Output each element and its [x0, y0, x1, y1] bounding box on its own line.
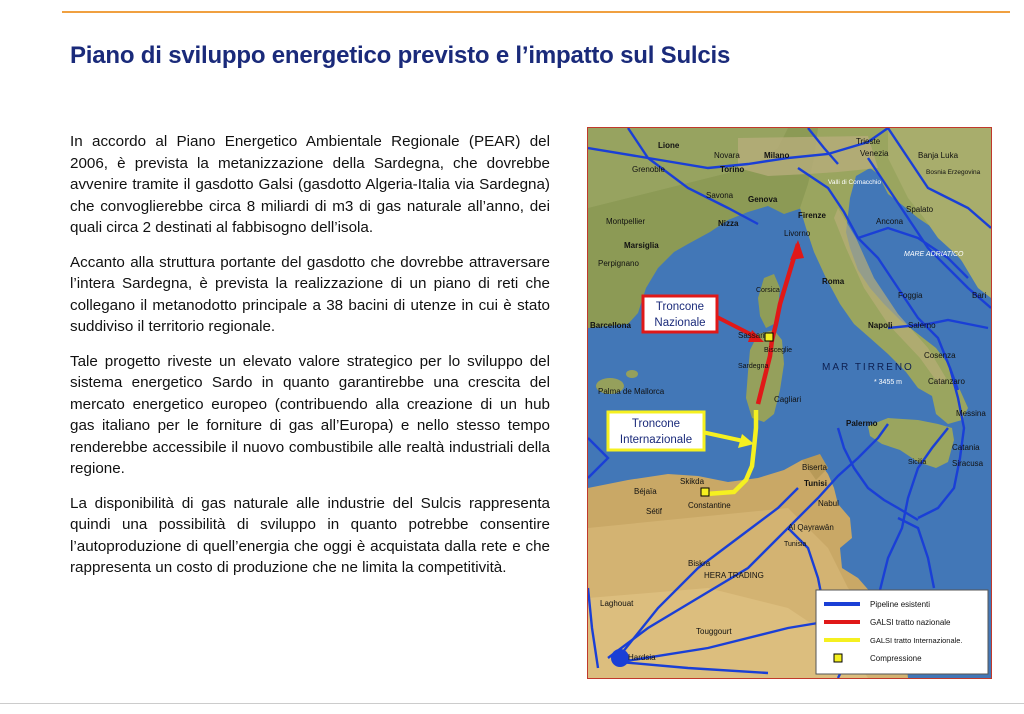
place-label: Catanzaro [928, 377, 965, 386]
callout-troncone-nazionale [643, 296, 717, 332]
place-label: Lione [658, 141, 680, 150]
place-label: Firenze [798, 211, 827, 220]
place-label: Touggourt [696, 627, 732, 636]
paragraph: La disponibilità di gas naturale alle industrie del Sulcis rappresenta quindi una possibilità di sviluppo in quanto potrebbe consentire l’autoproduzione di quell’energia che oggi è acquistata dalla rete e che rappresenta un costo di produzione che ne limita la competitività. [70, 494, 550, 576]
place-label: Savona [706, 191, 734, 200]
place-label: Sardegna [738, 363, 769, 370]
sea-label: MARE ADRIATICO [904, 251, 964, 258]
callout-label: Troncone [631, 418, 681, 430]
place-label: Tunisia [784, 541, 807, 548]
place-label: Sétif [646, 507, 663, 516]
place-label: Trieste [856, 137, 881, 146]
legend-label: Pipeline esistenti [870, 600, 931, 609]
place-label: Bisceglie [764, 347, 793, 354]
galsi-pipeline-map [587, 127, 992, 679]
place-label: Venezia [860, 149, 889, 158]
place-label: Constantine [688, 501, 731, 510]
place-label: Cosenza [924, 351, 956, 360]
place-label: Cagliari [774, 395, 802, 404]
place-label: Torino [720, 165, 745, 174]
place-label: Grenoble [632, 165, 665, 174]
body-text [70, 131, 550, 592]
place-label: Tunisi [804, 479, 827, 488]
place-label: Bosnia Erzegovina [926, 169, 981, 176]
map-legend [816, 590, 988, 674]
place-label: Genova [748, 195, 778, 204]
place-label: Barcellona [590, 321, 631, 330]
callout-troncone-internazionale [608, 412, 704, 450]
place-label: Messina [956, 409, 986, 418]
place-label: Palermo [846, 419, 878, 428]
page-title: Piano di sviluppo energetico previsto e l’impatto sul Sulcis [70, 42, 731, 69]
legend-label: Compressione [870, 654, 922, 663]
place-label: Sassari [738, 331, 765, 340]
place-label: Perpignano [598, 259, 639, 268]
place-label: Montpellier [606, 217, 646, 226]
depth-label: * 3455 m [874, 379, 903, 386]
place-label: Bari [972, 291, 987, 300]
compression-station [701, 488, 709, 496]
place-label: Spalato [906, 205, 934, 214]
hub-marker [611, 649, 629, 667]
place-label: Nizza [718, 219, 739, 228]
legend-label: GALSI tratto Internazionale. [870, 636, 963, 645]
place-label: Hardsia [628, 653, 656, 662]
place-label: Milano [764, 151, 790, 160]
place-label: Biserta [802, 463, 827, 472]
callout-label: Internazionale [619, 434, 693, 446]
callout-label: Troncone [655, 301, 705, 313]
place-label: Salerno [908, 321, 936, 330]
sea-label: MAR TIRRENO [822, 362, 914, 373]
place-label: Valli di Comacchio [828, 179, 881, 186]
place-label: Siracusa [952, 459, 984, 468]
bottom-rule [0, 703, 1024, 704]
place-label: Foggia [898, 291, 923, 300]
place-label: Marsiglia [624, 241, 659, 250]
place-label: Ancona [876, 217, 904, 226]
place-label: Skikda [680, 477, 705, 486]
place-label: Banja Luka [918, 151, 959, 160]
place-label: Livorno [784, 229, 811, 238]
place-label: Nabul [818, 499, 839, 508]
place-label: Al Qayrawān [788, 523, 834, 532]
callout-label: Nazionale [654, 317, 706, 329]
place-label: Biskra [688, 559, 711, 568]
compression-station [765, 333, 773, 341]
place-label: Béjaïa [634, 487, 657, 496]
place-label: Catania [952, 443, 980, 452]
place-label: Sicilia [908, 459, 927, 466]
legend-label: GALSI tratto nazionale [870, 618, 951, 627]
place-label: Napoli [868, 321, 893, 330]
watermark: HERA TRADING [704, 571, 764, 580]
place-label: Palma de Mallorca [598, 387, 665, 396]
top-accent-rule [62, 11, 1010, 13]
place-label: Roma [822, 277, 845, 286]
place-label: Novara [714, 151, 740, 160]
place-label: Laghouat [600, 599, 634, 608]
place-label: Corsica [756, 287, 780, 294]
paragraph: Tale progetto riveste un elevato valore strategico per lo sviluppo del sistema energetico Sardo in quanto garantirebbe una crescita del mercato energetico europeo (contribuendo alla creazione di un hub gas italiano per le forniture di gas all’Europa) e nello stesso tempo renderebbe accessibile il nuovo combustibile alle realtà industriali della regione. [70, 352, 550, 477]
paragraph: In accordo al Piano Energetico Ambientale Regionale (PEAR) del 2006, è prevista la metanizzazione della Sardegna, che dovrebbe avvenire tramite il gasdotto Galsi (gasdotto Algeria-Italia via Sardegna) che convoglierebbe circa 8 miliardi di m3 di gas naturale all’anno, dei quali circa 2 destinati al fabbisogno dell’isola. [70, 133, 550, 236]
paragraph: Accanto alla struttura portante del gasdotto che dovrebbe attraversare l’intera Sardegna, è prevista la realizzazione di un piano di reti che collegano il metanodotto principale a 38 bacini di utenze in cui è stato suddiviso il territorio regionale. [70, 253, 550, 335]
